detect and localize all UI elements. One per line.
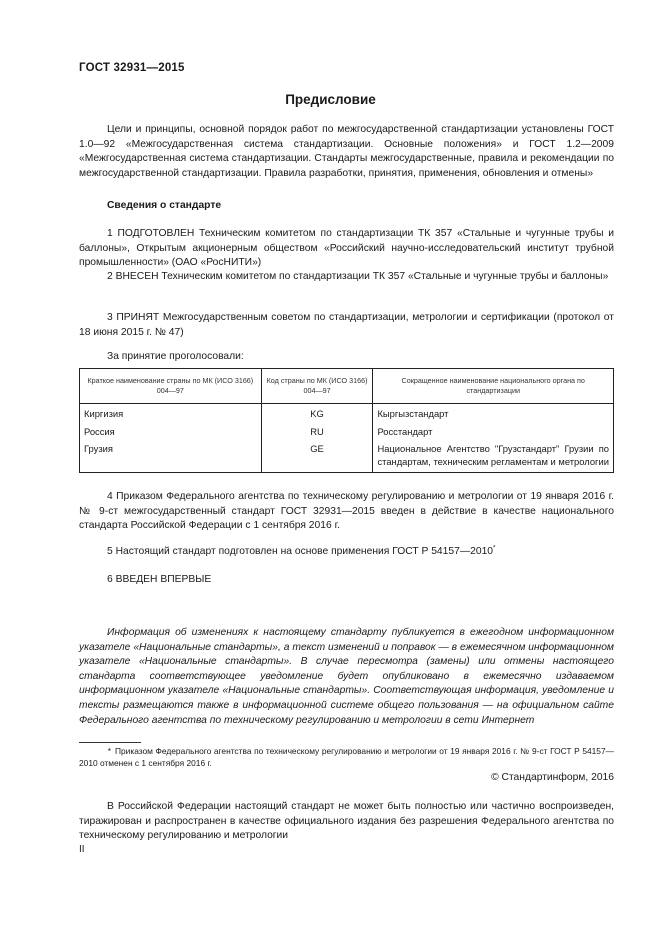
item-2-text: 2 ВНЕСЕН Техническим комитетом по стандартизации ТК 357 «Стальные и чугунные трубы и баллоны» <box>107 271 609 282</box>
copyright-notice: © Стандартинформ, 2016 <box>491 772 614 783</box>
item-2 <box>79 270 614 285</box>
page-title: Предисловие <box>285 92 376 107</box>
table-row <box>80 425 614 443</box>
country-cell: Киргизия <box>80 404 262 425</box>
table-row <box>80 442 614 473</box>
document-header: ГОСТ 32931—2015 <box>79 62 185 74</box>
country-cell: Грузия <box>80 442 262 473</box>
item-6 <box>79 573 614 588</box>
item-1 <box>79 227 614 271</box>
section-heading-text: Сведения о стандарте <box>107 200 222 211</box>
footnote-mark: * <box>107 746 111 756</box>
page-number: II <box>79 844 85 855</box>
item-5-text: 5 Настоящий стандарт подготовлен на основе применения ГОСТ Р 54157—2010 <box>107 546 494 557</box>
org-cell: Национальное Агентство "Грузстандарт" Грузии по стандартам, техническим регламентам и метрологии <box>373 442 614 473</box>
item-3 <box>79 311 614 340</box>
footnote <box>79 746 614 770</box>
table-row <box>80 404 614 425</box>
item-6-text: 6 ВВЕДЕН ВПЕРВЫЕ <box>107 574 212 585</box>
item-1-text: 1 ПОДГОТОВЛЕН Техническим комитетом по стандартизации ТК 357 «Стальные и чугунные трубы и баллоны», Открытым акционерным обществом «Российский научно-исследовательский институт трубной промышленности» (ОАО «РосНИТИ») <box>79 228 614 269</box>
org-cell: Росстандарт <box>373 425 614 443</box>
column-header-code: Код страны по МК (ИСО 3166) 004—97 <box>261 369 373 404</box>
org-cell: Кыргызстандарт <box>373 404 614 425</box>
column-header-country: Краткое наименование страны по МК (ИСО 3166) 004—97 <box>80 369 262 404</box>
vote-label-text: За принятие проголосовали: <box>107 351 244 362</box>
footnote-separator <box>79 742 141 743</box>
intro-paragraph <box>79 123 614 181</box>
intro-text: Цели и принципы, основной порядок работ по межгосударственной стандартизации установлены ГОСТ 1.0—92 «Межгосударственная система стандартизации. Основные положения» и ГОСТ 1.2—2009 «Межгосударственная система стандартизации. Стандарты межгосударственные, правила и рекомендации по межгосударственной стандартизации. Правила разработки, принятия, применения, обновления и отмены» <box>79 124 614 179</box>
footnote-text: Приказом Федерального агентства по техническому регулированию и метрологии от 19 января 2016 г. № 9-ст ГОСТ Р 54157—2010 отменен с 1 сентября 2016 г. <box>79 746 614 768</box>
info-paragraph <box>79 626 614 728</box>
code-cell: KG <box>261 404 373 425</box>
item-5 <box>79 545 614 560</box>
voting-table <box>79 368 614 473</box>
country-cell: Россия <box>80 425 262 443</box>
rights-text: В Российской Федерации настоящий стандарт не может быть полностью или частично воспроизведен, тиражирован и распространен в качестве официального издания без разрешения Федерального агентства по техническому регулированию и метрологии <box>79 801 614 842</box>
info-text: Информация об изменениях к настоящему стандарту публикуется в ежегодном информационном указателе «Национальные стандарты», а текст изменений и поправок — в ежемесячном информационном указателе «Национальные стандарты». В случае пересмотра (замены) или отмены настоящего стандарта соответствующее уведомление будет опубликовано в ежемесячно издаваемом информационном указателе «Национальные стандарты». Соответствующая информация, уведомление и тексты размещаются также в информационной системе общего пользования — на официальном сайте Федерального агентства по техническому регулированию и метрологии в сети Интернет <box>79 627 614 726</box>
code-cell: RU <box>261 425 373 443</box>
item-3-text: 3 ПРИНЯТ Межгосударственным советом по стандартизации, метрологии и сертификации (протокол от 18 июня 2015 г. № 47) <box>79 312 614 338</box>
column-header-org: Сокращенное наименование национального органа по стандартизации <box>373 369 614 404</box>
footnote-ref: * <box>493 544 496 552</box>
item-4 <box>79 490 614 534</box>
code-cell: GE <box>261 442 373 473</box>
vote-label <box>79 350 614 365</box>
table-header-row <box>80 369 614 404</box>
rights-paragraph <box>79 800 614 844</box>
item-4-text: 4 Приказом Федерального агентства по техническому регулированию и метрологии от 19 января 2016 г. № 9-ст межгосударственный стандарт ГОСТ 32931—2015 введен в действие в качестве национального стандарта Российской Федерации с 1 сентября 2016 г. <box>79 491 614 532</box>
section-heading <box>79 199 614 214</box>
